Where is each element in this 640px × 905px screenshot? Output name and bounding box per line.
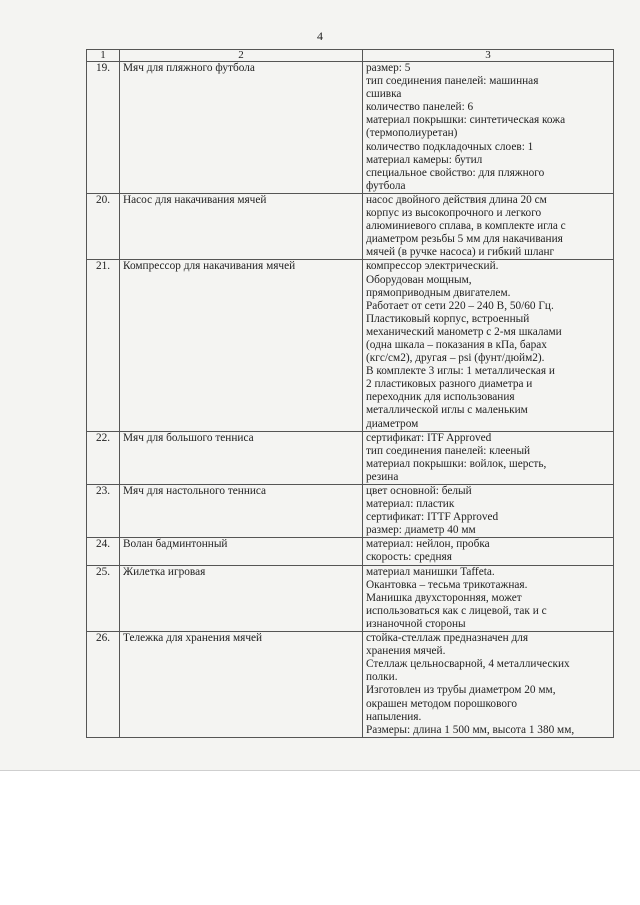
page-bottom-edge <box>0 770 640 771</box>
description-line: 2 пластиковых разного диаметра и <box>366 378 533 391</box>
description-line: Окантовка – тесьма трикотажная. <box>366 578 528 591</box>
item-description <box>363 485 614 538</box>
item-name: Насос для накачивания мячей <box>120 193 363 259</box>
description-line: Работает от сети 220 – 240 В, 50/60 Гц. <box>366 299 554 312</box>
description-line: корпус из высокопрочного и легкого <box>366 207 542 220</box>
item-description <box>363 260 614 431</box>
item-description <box>363 62 614 194</box>
item-description <box>363 565 614 631</box>
description-line: насос двойного действия длина 20 см <box>366 193 547 206</box>
item-name: Мяч для пляжного футбола <box>120 62 363 194</box>
item-name: Мяч для большого тенниса <box>120 431 363 484</box>
column-header-description: 3 <box>363 50 614 62</box>
description-line: размер: 5 <box>366 62 411 74</box>
row-number: 24. <box>87 538 120 565</box>
description-line: сертификат: ITTF Approved <box>366 511 499 524</box>
table-row <box>87 62 614 194</box>
table-header-row <box>87 50 614 62</box>
description-line: Пластиковый корпус, встроенный <box>366 312 530 325</box>
description-line: окрашен методом порошкового <box>366 697 517 710</box>
table-row <box>87 538 614 565</box>
description-line: (термополиуретан) <box>366 127 458 140</box>
description-line: количество подкладочных слоев: 1 <box>366 140 534 153</box>
item-description <box>363 538 614 565</box>
description-line: количество панелей: 6 <box>366 101 474 114</box>
description-line: материал покрышки: синтетическая кожа <box>366 114 566 127</box>
table-row <box>87 485 614 538</box>
specification-table <box>86 49 614 738</box>
row-number: 22. <box>87 431 120 484</box>
description-line: сертификат: ITF Approved <box>366 431 492 444</box>
description-line: алюминиевого сплава, в комплекте игла с <box>366 220 566 233</box>
description-line: (кгс/см2), другая – psi (фунт/дюйм2). <box>366 352 545 365</box>
item-description <box>363 193 614 259</box>
description-line: компрессор электрический. <box>366 260 499 273</box>
row-number: 20. <box>87 193 120 259</box>
item-description <box>363 632 614 738</box>
description-line: В комплекте 3 иглы: 1 металлическая и <box>366 365 555 378</box>
page-number: 4 <box>317 29 323 43</box>
item-name: Тележка для хранения мячей <box>120 632 363 738</box>
item-name: Жилетка игровая <box>120 565 363 631</box>
table-row <box>87 193 614 259</box>
description-line: Размеры: длина 1 500 мм, высота 1 380 мм, <box>366 723 575 736</box>
item-name: Компрессор для накачивания мячей <box>120 260 363 431</box>
description-line: хранения мячей. <box>366 645 446 658</box>
description-line: сшивка <box>366 88 402 101</box>
description-line: материал: нейлон, пробка <box>366 538 490 551</box>
description-line: тип соединения панелей: машинная <box>366 75 539 88</box>
table-row <box>87 565 614 631</box>
item-name: Волан бадминтонный <box>120 538 363 565</box>
description-line: мячей (в ручке насоса) и гибкий шланг <box>366 246 555 259</box>
table-row <box>87 431 614 484</box>
description-line: скорость: средняя <box>366 551 452 564</box>
description-line: диаметром резьбы 5 мм для накачивания <box>366 233 563 246</box>
description-line: использоваться как с лицевой, так и с <box>366 604 547 617</box>
table-row <box>87 260 614 431</box>
description-line: материал покрышки: войлок, шерсть, <box>366 457 547 470</box>
description-line: материал камеры: бутил <box>366 153 483 166</box>
description-line: материал манишки Taffeta. <box>366 565 495 578</box>
description-line: прямоприводным двигателем. <box>366 286 511 299</box>
description-line: Изготовлен из трубы диаметром 20 мм, <box>366 684 556 697</box>
column-header-number: 1 <box>87 50 120 62</box>
description-line: напыления. <box>366 710 422 723</box>
description-line: диаметром <box>366 417 419 430</box>
row-number: 25. <box>87 565 120 631</box>
description-line: специальное свойство: для пляжного <box>366 166 545 179</box>
description-line: материал: пластик <box>366 498 455 511</box>
description-line: Оборудован мощным, <box>366 273 472 286</box>
description-line: полки. <box>366 671 398 684</box>
column-header-name: 2 <box>120 50 363 62</box>
item-description <box>363 431 614 484</box>
item-name: Мяч для настольного тенниса <box>120 485 363 538</box>
description-line: цвет основной: белый <box>366 485 472 497</box>
table-row <box>87 632 614 738</box>
description-line: (одна шкала – показания в кПа, барах <box>366 338 547 351</box>
description-line: футбола <box>366 179 406 192</box>
description-line: резина <box>366 470 399 483</box>
description-line: Манишка двухсторонняя, может <box>366 591 522 604</box>
description-line: стойка-стеллаж предназначен для <box>366 632 529 645</box>
row-number: 26. <box>87 632 120 738</box>
row-number: 21. <box>87 260 120 431</box>
description-line: тип соединения панелей: клееный <box>366 444 531 457</box>
description-line: размер: диаметр 40 мм <box>366 524 476 537</box>
row-number: 23. <box>87 485 120 538</box>
description-line: Стеллаж цельносварной, 4 металлических <box>366 658 570 671</box>
row-number: 19. <box>87 62 120 194</box>
description-line: изнаночной стороны <box>366 617 466 630</box>
description-line: металлической иглы с маленьким <box>366 404 528 417</box>
description-line: механический манометр с 2-мя шкалами <box>366 325 562 338</box>
description-line: переходник для использования <box>366 391 515 404</box>
